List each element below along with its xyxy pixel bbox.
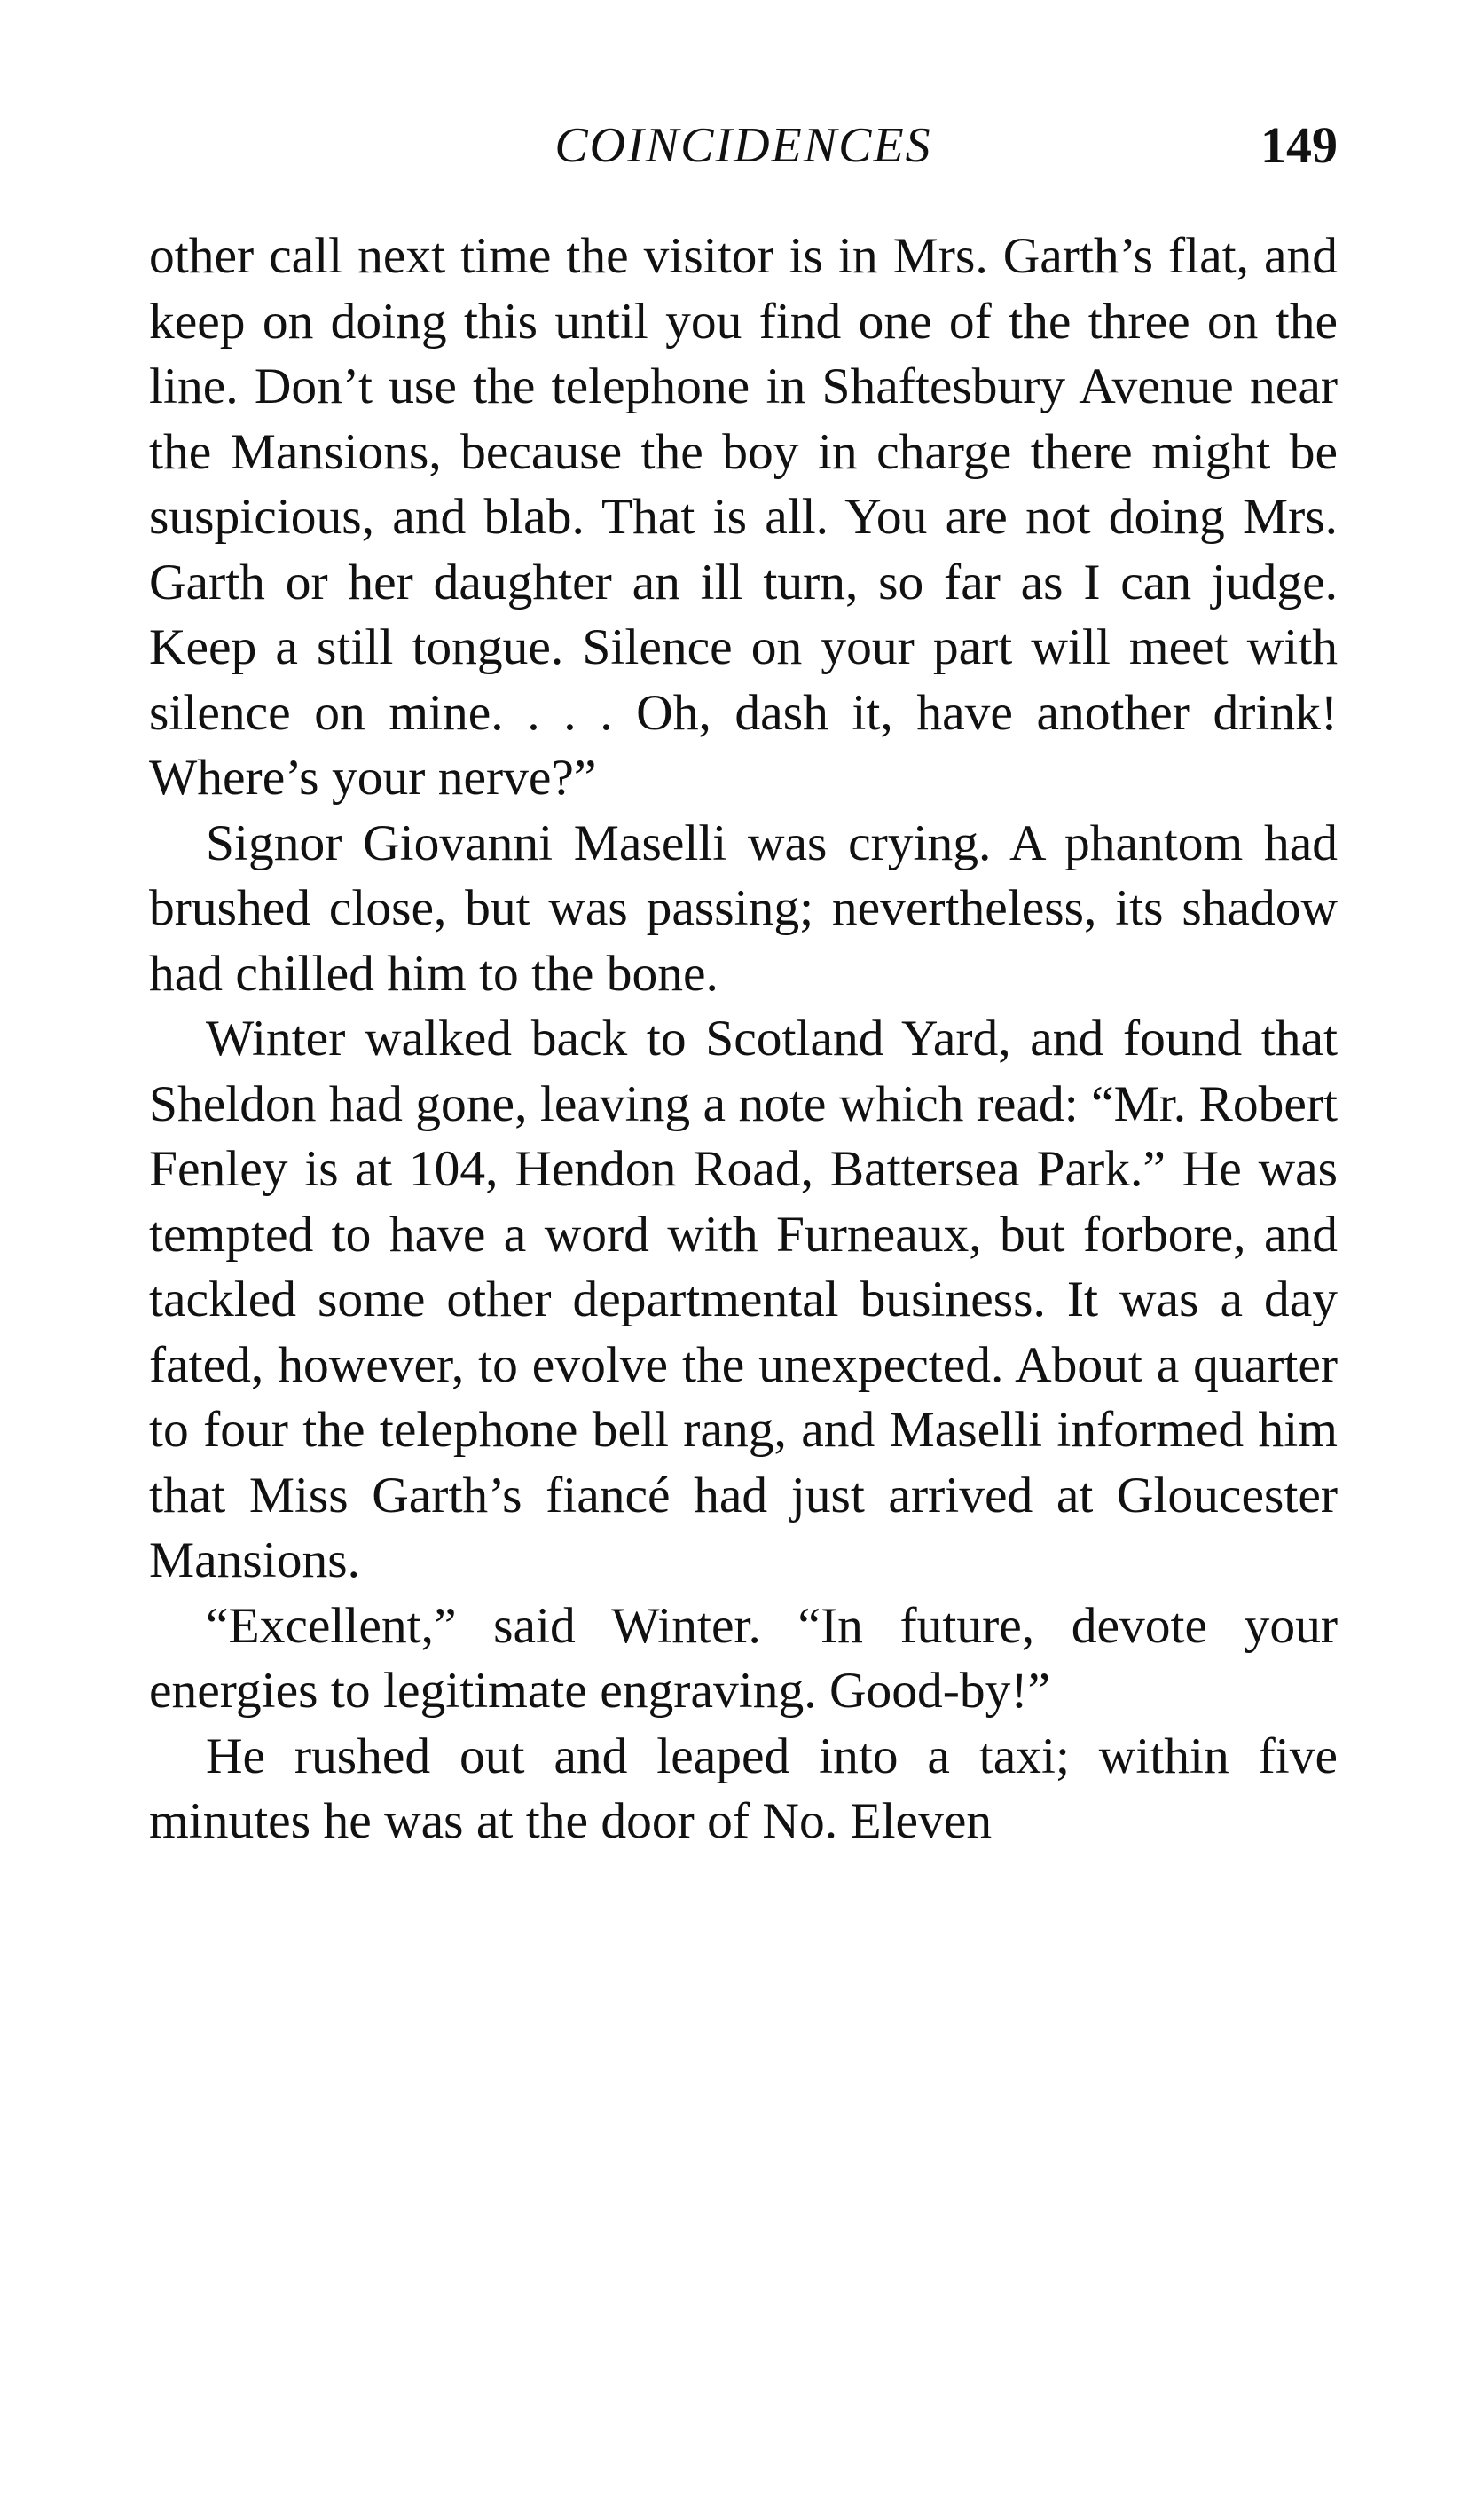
paragraph-winter: Winter walked back to Scotland Yard, and found that Sheldon had gone, leaving a note which read: “Mr. Robert Fenley is at 104, Hendon Road, Battersea Park.” He was tempted to have a word with Furneaux, but forbore, and tackled some other departmental business. It was a day fated, however, to evolve the unexpected. About a quarter to four the telephone bell rang, and Maselli informed him that Miss Garth’s fiancé had just arrived at Gloucester Mansions.	[149, 1011, 1338, 1588]
paragraph-continuation: other call next time the visitor is in Mrs. Garth’s flat, and keep on doing this until you find one of the three on the line. Don’t use the telephone in Shaftesbury Avenue near the Mansions, because the boy in charge there might be suspicious, and blab. That is all. You are not doing Mrs. Garth or her daughter an ill turn, so far as I can judge. Keep a still tongue. Silence on your part will meet with silence on mine. . . . Oh, dash it, have another drink! Where’s your nerve?”	[149, 228, 1338, 806]
paragraph-maselli: Signor Giovanni Maselli was crying. A phantom had brushed close, but was passing; nevertheless, its shadow had chilled him to the bone.	[149, 815, 1338, 1002]
page-number: 149	[1260, 116, 1338, 174]
book-page	[149, 106, 1338, 1854]
body-text	[149, 224, 1338, 1854]
running-title: COINCIDENCES	[554, 118, 932, 173]
running-header	[149, 106, 1338, 188]
paragraph-dialogue: “Excellent,” said Winter. “In future, devote your energies to legitimate engraving. Good-by!”	[149, 1597, 1338, 1719]
paragraph-taxi: He rushed out and leaped into a taxi; within five minutes he was at the door of No. Eleven	[149, 1728, 1338, 1849]
